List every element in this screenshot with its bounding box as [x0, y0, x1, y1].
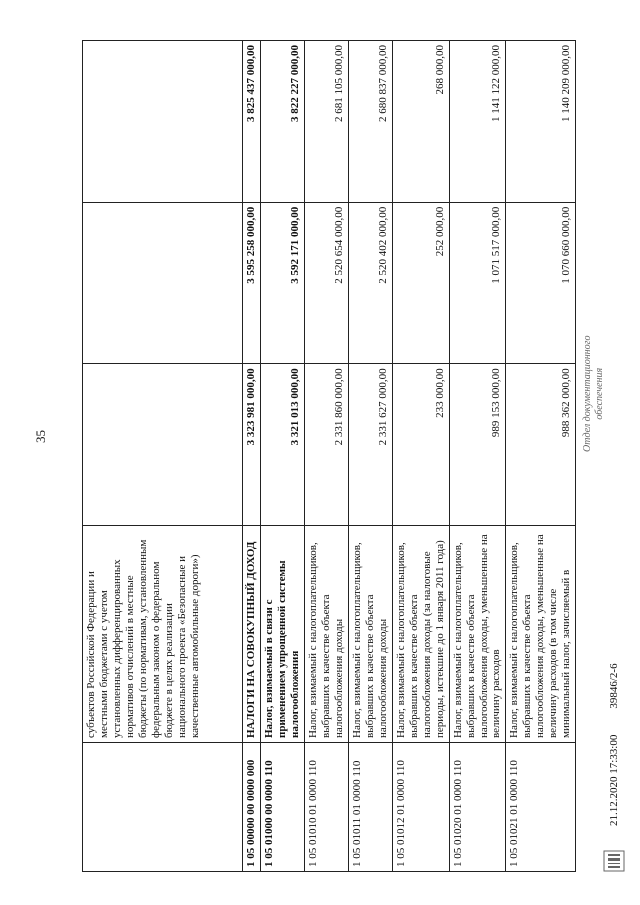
footer-doc-id: 39846/2-6	[608, 663, 620, 709]
row-code	[83, 743, 243, 872]
row-code: 1 05 01021 01 0000 110	[506, 743, 576, 872]
row-name: Налог, взимаемый с налогоплательщиков, выбравших в качестве объекта налогообложения доходы, уменьшенные на величину расходов (в том числе минимальный налог, зачисляемый в	[506, 526, 576, 743]
table-row	[449, 41, 506, 872]
stamp-line-2: обеспечения	[593, 367, 605, 420]
row-value-3: 3 825 437 000,00	[243, 41, 261, 203]
table-row	[506, 41, 576, 872]
row-code: 1 05 01012 01 0000 110	[392, 743, 449, 872]
barcode-logo-icon	[603, 850, 625, 872]
row-value-1: 3 323 981 000,00	[243, 364, 261, 526]
budget-revenue-table	[82, 40, 576, 872]
table-row	[260, 41, 304, 872]
row-value-1: 3 321 013 000,00	[260, 364, 304, 526]
table-row	[304, 41, 348, 872]
row-name: Налог, взимаемый с налогоплательщиков, выбравших в качестве объекта налогообложения доходы	[304, 526, 348, 743]
row-value-3: 268 000,00	[392, 41, 449, 203]
row-value-2	[83, 202, 243, 364]
row-value-2: 3 595 258 000,00	[243, 202, 261, 364]
row-value-2: 1 070 660 000,00	[506, 202, 576, 364]
row-value-1	[83, 364, 243, 526]
row-value-3: 3 822 227 000,00	[260, 41, 304, 203]
row-value-3: 1 140 209 000,00	[506, 41, 576, 203]
row-value-3: 2 681 105 000,00	[304, 41, 348, 203]
row-value-2: 2 520 402 000,00	[348, 202, 392, 364]
row-value-3: 1 141 122 000,00	[449, 41, 506, 203]
row-code: 1 05 01011 01 0000 110	[348, 743, 392, 872]
row-value-1: 2 331 627 000,00	[348, 364, 392, 526]
row-name: Налог, взимаемый с налогоплательщиков, выбравших в качестве объекта налогообложения доходы (за налоговые периоды, истекшие до 1 января 2011 года)	[392, 526, 449, 743]
row-code: 1 05 01000 00 0000 110	[260, 743, 304, 872]
row-code: 1 05 01020 01 0000 110	[449, 743, 506, 872]
row-value-3: 2 680 837 000,00	[348, 41, 392, 203]
row-value-1: 233 000,00	[392, 364, 449, 526]
row-value-3	[83, 41, 243, 203]
stamp-line-1: Отдел документационного	[582, 335, 593, 452]
row-value-1: 989 153 000,00	[449, 364, 506, 526]
footer-timestamp: 21.12.2020 17:33:00	[608, 734, 620, 826]
table-row	[243, 41, 261, 872]
row-name: субъектов Российской Федерации и местными бюджетами с учетом установленных дифференцированных нормативов отчислений в местные бюджеты (по нормативам, установленным федеральным законом о федеральном бюджете в целях реализации национального проекта «Безопасные и качественные автомобильные дороги»)	[83, 526, 243, 743]
budget-table-container	[82, 40, 573, 872]
table-row	[348, 41, 392, 872]
table-row	[83, 41, 243, 872]
registry-stamp	[582, 335, 605, 452]
row-value-2: 1 071 517 000,00	[449, 202, 506, 364]
table-row	[392, 41, 449, 872]
row-value-2: 252 000,00	[392, 202, 449, 364]
page-footer	[582, 42, 634, 872]
row-name: Налог, взимаемый в связи с применением упрощенной системы налогообложения	[260, 526, 304, 743]
table-body	[83, 41, 576, 872]
row-value-2: 2 520 654 000,00	[304, 202, 348, 364]
row-name: Налог, взимаемый с налогоплательщиков, выбравших в качестве объекта налогообложения доходы	[348, 526, 392, 743]
page-number: 35	[33, 430, 48, 443]
row-value-2: 3 592 171 000,00	[260, 202, 304, 364]
row-value-1: 2 331 860 000,00	[304, 364, 348, 526]
row-code: 1 05 00000 00 0000 000	[243, 743, 261, 872]
row-name: НАЛОГИ НА СОВОКУПНЫЙ ДОХОД	[243, 526, 261, 743]
row-code: 1 05 01010 01 0000 110	[304, 743, 348, 872]
row-value-1: 988 362 000,00	[506, 364, 576, 526]
row-name: Налог, взимаемый с налогоплательщиков, выбравших в качестве объекта налогообложения доходы, уменьшенные на величину расходов	[449, 526, 506, 743]
